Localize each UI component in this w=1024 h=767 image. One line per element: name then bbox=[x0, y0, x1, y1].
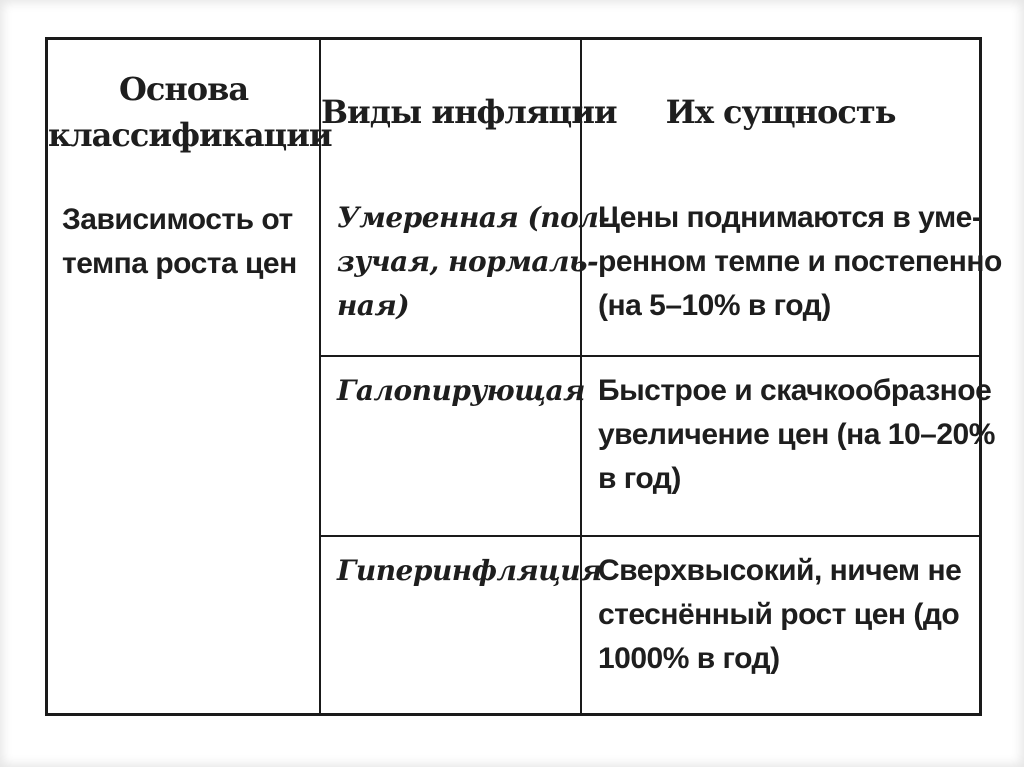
essence-line: (на 5–10% в год) bbox=[598, 289, 831, 322]
essence-line: стеснённый рост цен (до bbox=[598, 598, 960, 631]
type-cell bbox=[320, 356, 585, 536]
type-line: Умеренная (пол- bbox=[337, 201, 610, 234]
type-line: зучая, нормаль- bbox=[337, 245, 599, 278]
header-types-line: Виды инфляции bbox=[321, 93, 617, 131]
type-cell bbox=[320, 184, 610, 356]
inflation-table-grid bbox=[48, 40, 1002, 713]
essence-line: Быстрое и скачкообразное bbox=[598, 374, 992, 407]
basis-line: темпа роста цен bbox=[62, 247, 297, 280]
header-essence-line: Их сущность bbox=[665, 93, 896, 131]
type-line: Гиперинфляция bbox=[337, 554, 602, 587]
type-line: Галопирующая bbox=[337, 374, 585, 407]
header-essence bbox=[581, 40, 979, 184]
basis-line: Зависимость от bbox=[62, 203, 293, 236]
inflation-table bbox=[45, 37, 1002, 716]
basis-cell bbox=[48, 184, 320, 713]
essence-cell bbox=[581, 536, 979, 713]
essence-line: ренном темпе и постепенно bbox=[598, 245, 1002, 278]
essence-line: Сверхвысокий, ничем не bbox=[598, 554, 962, 587]
essence-cell bbox=[581, 356, 995, 536]
header-basis bbox=[48, 40, 332, 184]
table-row bbox=[48, 184, 979, 356]
essence-line: 1000% в год) bbox=[598, 642, 780, 675]
type-cell bbox=[320, 536, 602, 713]
essence-cell bbox=[581, 184, 1002, 356]
header-types bbox=[320, 40, 617, 184]
essence-line: в год) bbox=[598, 462, 681, 495]
table-header-row bbox=[48, 40, 979, 184]
essence-line: Цены поднимаются в уме- bbox=[598, 201, 982, 234]
header-basis-line: Основа bbox=[118, 70, 249, 108]
essence-line: увеличение цен (на 10–20% bbox=[598, 418, 995, 451]
header-basis-line: классификации bbox=[48, 116, 332, 154]
type-line: ная) bbox=[337, 289, 410, 322]
